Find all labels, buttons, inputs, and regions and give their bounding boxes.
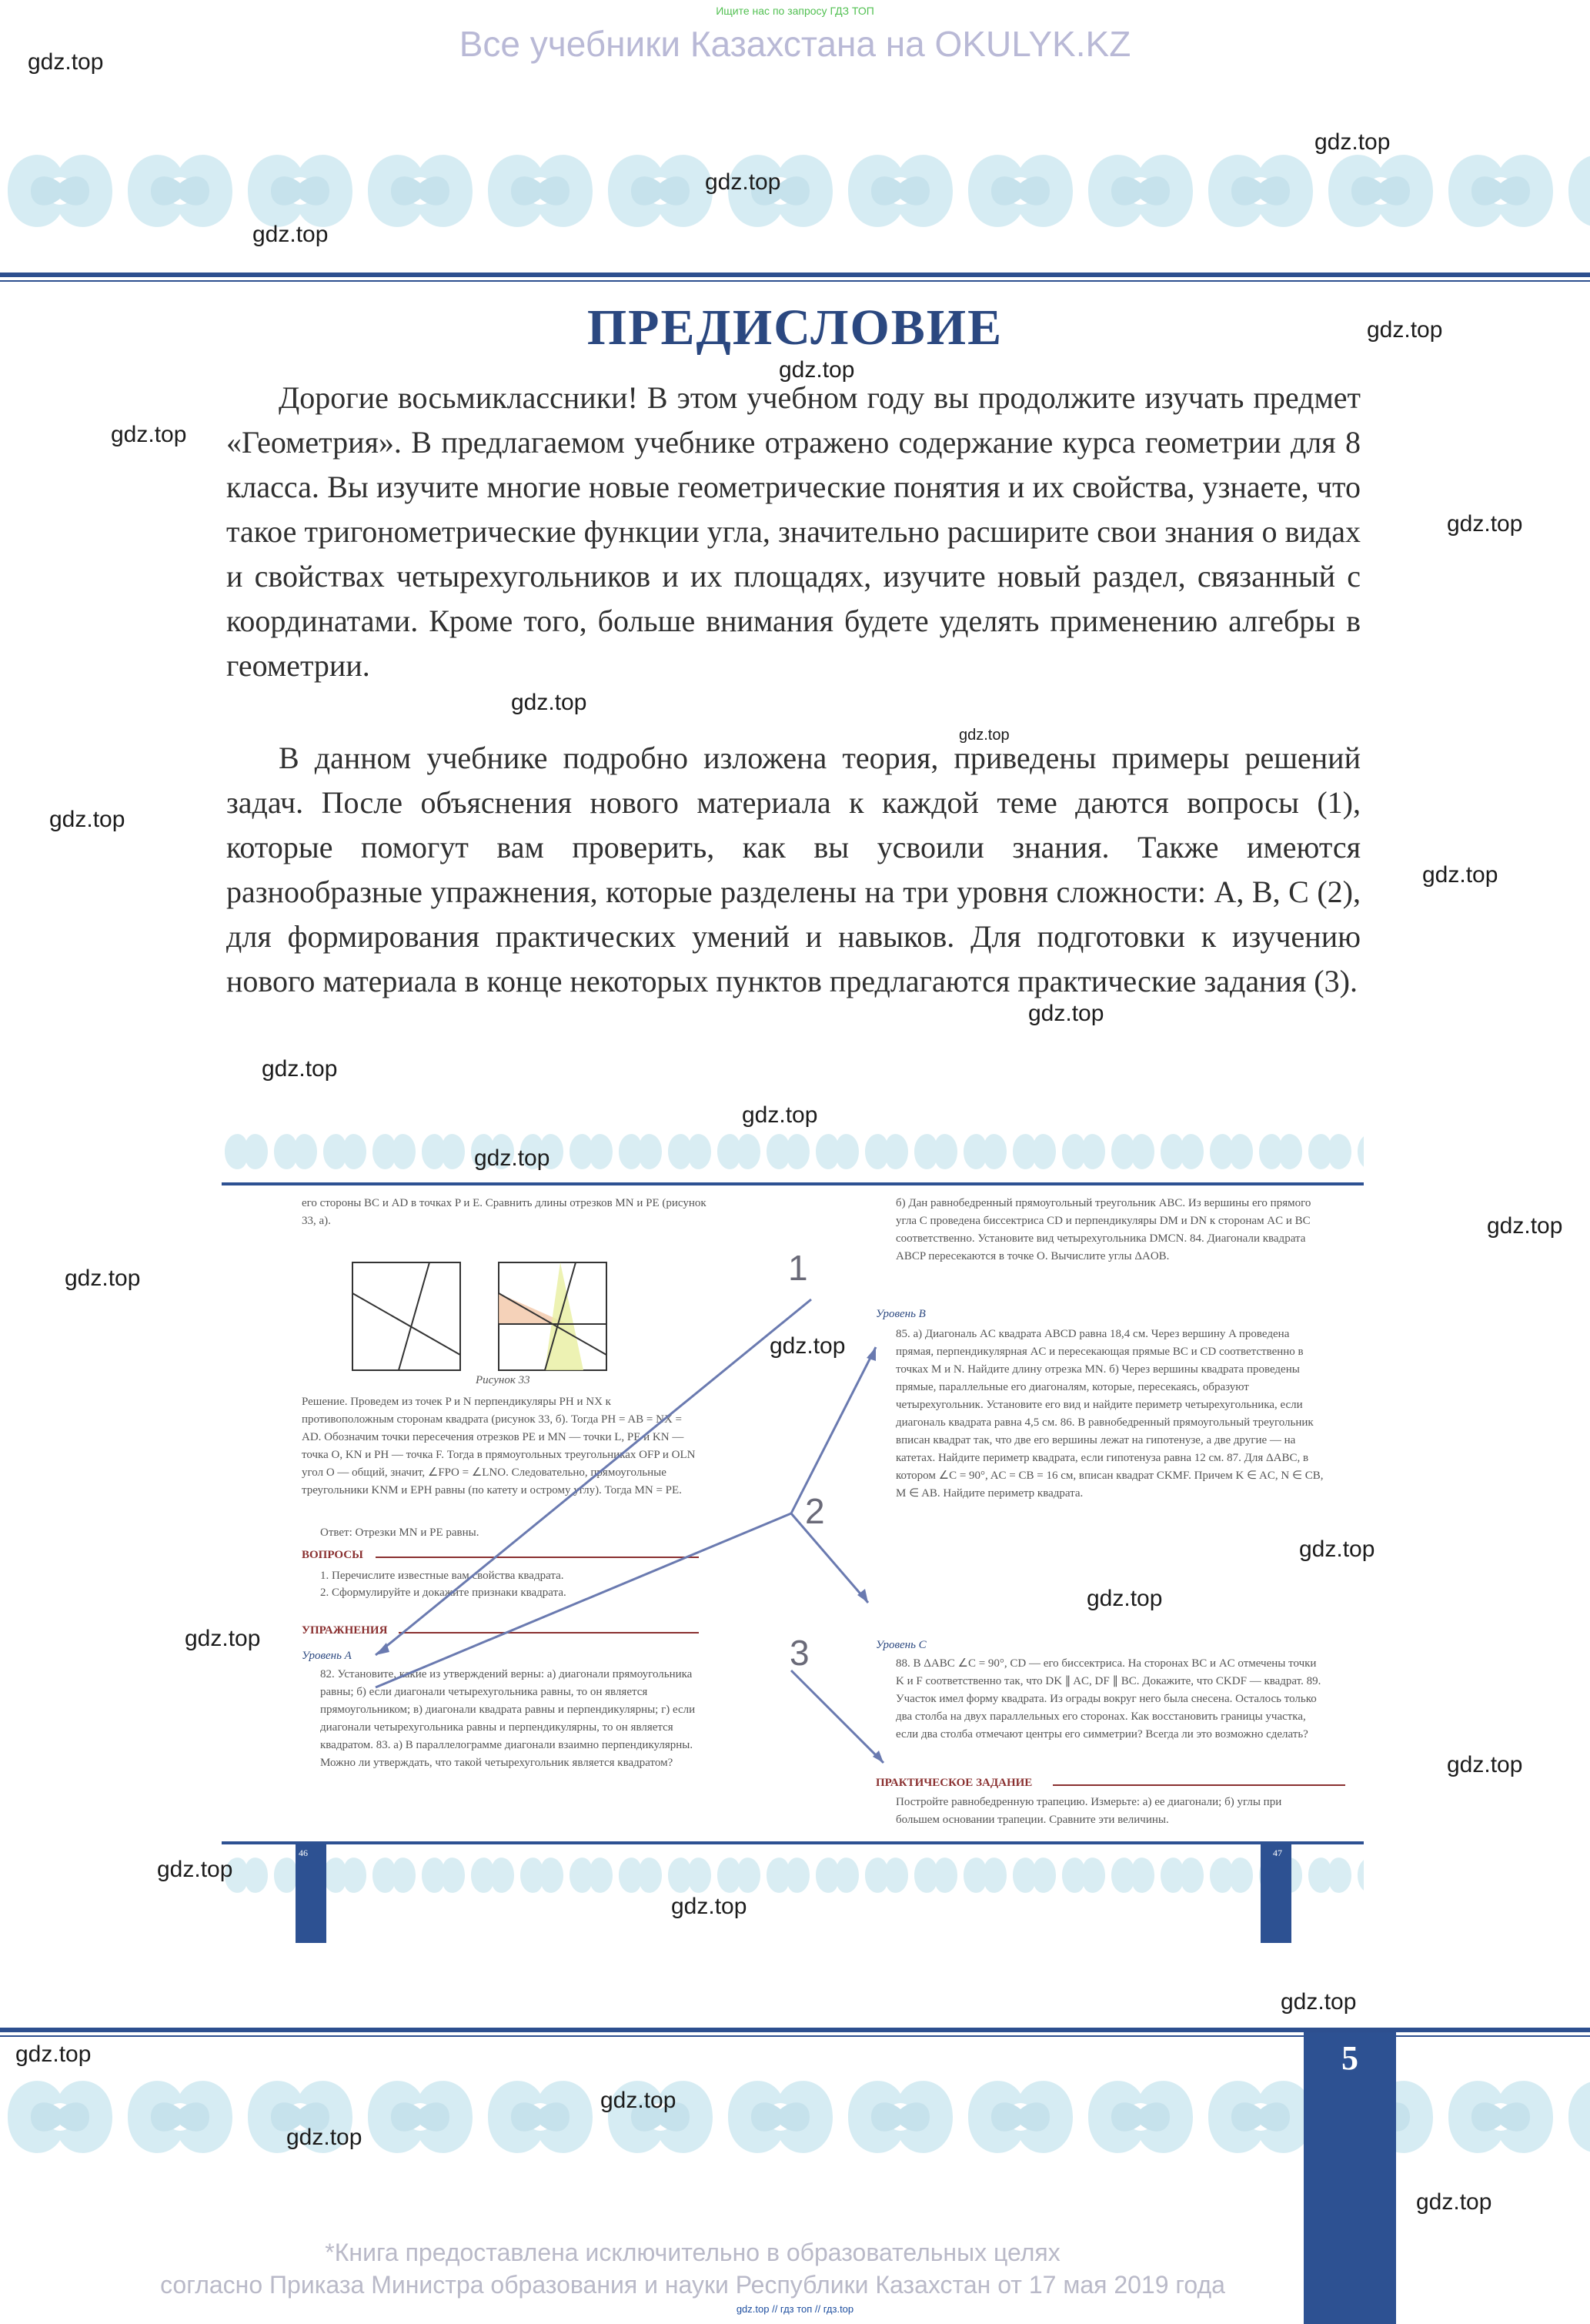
site-banner[interactable]: Все учебники Казахстана на OKULYK.KZ [459, 24, 1131, 64]
practical-heading: ПРАКТИЧЕСКОЕ ЗАДАНИЕ [876, 1777, 1033, 1789]
watermark: gdz.top [28, 49, 104, 75]
figure-caption: Рисунок 33 [476, 1374, 530, 1386]
footer-disclaimer-line-2: согласно Приказа Министра образования и науки Республики Казахстан от 17 мая 2019 года [160, 2271, 1225, 2299]
watermark: gdz.top [1367, 317, 1443, 343]
watermark: gdz.top [671, 1894, 747, 1919]
watermark: gdz.top [185, 1626, 261, 1651]
callout-3: 3 [790, 1633, 810, 1673]
textbook-spread-illustration [222, 1124, 1364, 1946]
watermark: gdz.top [65, 1266, 141, 1291]
left-page-tab [296, 1844, 326, 1943]
spread-bottom-ornament [222, 1847, 1364, 1894]
callout-2: 2 [805, 1491, 825, 1531]
watermark: gdz.top [111, 422, 187, 447]
watermark: gdz.top [252, 222, 329, 247]
watermark: gdz.top [1087, 1586, 1163, 1611]
watermark: gdz.top [1422, 862, 1498, 888]
watermark: gdz.top [262, 1056, 338, 1082]
watermark: gdz.top [1447, 511, 1523, 537]
intro-paragraph-2: В данном учебнике подробно изложена теория, приведены примеры решений задач. После объяснения нового материала к каждой теме даются вопросы (1), которые помогут вам проверить, как вы усвоили знания. Также имеются разнообразные упражнения, которые разделены на три уровня сложности: А, В, С (2), для формирования практических умений и навыков. Для подготовки к изучению нового материала в конце некоторых пунктов предлагаются практические задания (3). [226, 741, 1361, 998]
level-b-exercises: 85. а) Диагональ AC квадрата ABCD равна 18,4 см. Через вершину A проведена прямая, перпендикулярная AC и пересекающая прямые BC и CD соответственно в точках M и N. Найдите длину отрезка MN. б) Через вершины квадрата проведены прямые, параллельные его диагоналям, которые, пересекаясь, образуют четырехугольник. Установите его вид и найдите периметр четырехугольника, если диагональ квадрата равна 4,5 см. 86. В равнобедренный прямоугольный треугольник вписан квадрат так, что две его вершины лежат на гипотенузе, а две другие — на катетах. Найдите периметр квадрата, если гипотенуза равна 12 см. 87. Для ΔABC, в котором ∠C = 90°, AC = CB = 16 см, вписан квадрат CKMF. Причем K ∈ AC, N ∈ CB, M ∈ AB. Найдите периметр квадрата. [896, 1328, 1324, 1500]
watermark: gdz.top [1028, 1001, 1104, 1026]
watermark: gdz.top [959, 727, 1010, 744]
footer-disclaimer-line-1: *Книга предоставлена исключительно в образовательных целях [325, 2239, 1061, 2266]
watermark: gdz.top [1416, 2189, 1492, 2215]
watermark: gdz.top [49, 807, 125, 832]
level-a-label: Уровень A [302, 1650, 352, 1662]
answer-text: Ответ: Отрезки MN и PE равны. [320, 1526, 479, 1539]
callout-1: 1 [788, 1248, 808, 1288]
exercises-heading: УПРАЖНЕНИЯ [302, 1624, 388, 1637]
right-page-tab [1261, 1844, 1291, 1943]
watermark: gdz.top [15, 2041, 92, 2067]
right-page-number: 47 [1273, 1847, 1282, 1858]
spread-bottom-rule [222, 1841, 1364, 1844]
watermark: gdz.top [770, 1333, 846, 1359]
page-title: ПРЕДИСЛОВИЕ [586, 299, 1004, 356]
level-a-exercises: 82. Установите, какие из утверждений верны: а) диагонали прямоугольника равны; б) если диагонали четырехугольника равны, то он является прямоугольником; в) диагонали квадрата равны и перпендикулярны; г) если диагонали четырехугольника равны и перпендикулярны, то он является квадратом. 83. а) В параллелограмме диагонали взаимно перпендикулярны. Можно ли утверждать, что такой четырехугольник является квадратом? [320, 1668, 696, 1769]
question-2: 2. Сформулируйте и докажите признаки квадрата. [320, 1587, 566, 1599]
watermark: gdz.top [1281, 1989, 1357, 2015]
left-page-number: 46 [299, 1847, 308, 1858]
level-c-exercises: 88. В ΔABC ∠C = 90°, CD — его биссектриса. На сторонах BC и AC отмечены точки K и F соответственно так, что DK ∥ AC, DF ∥ BC. Докажите, что CKDF — квадрат. 89. Участок имел форму квадрата. Из ограды вокруг него была снесена. Осталось только два столба на двух параллельных его сторонах. Как восстановить границы участка, если два столба отмечают центры его симметрии? Всегда ли это возможно сделать? [896, 1657, 1321, 1740]
level-c-label: Уровень C [876, 1639, 927, 1651]
watermark: gdz.top [286, 2125, 362, 2150]
footer-note[interactable]: gdz.top // гдз топ // гдз.top [736, 2303, 854, 2315]
question-1: 1. Перечислите известные вам свойства квадрата. [320, 1570, 564, 1582]
spread-left-top-text: его стороны BC и AD в точках P и E. Сравнить длины отрезков MN и PE (рисунок 33, а). [302, 1197, 706, 1227]
header-rule-thin [0, 280, 1590, 282]
watermark: gdz.top [705, 169, 781, 195]
watermark: gdz.top [1487, 1213, 1563, 1239]
page-number: 5 [1341, 2039, 1358, 2077]
watermark: gdz.top [157, 1857, 233, 1882]
intro-paragraph-1: Дорогие восьмиклассники! В этом учебном году вы продолжите изучать предмет «Геометрия». В предлагаемом учебнике отражено содержание курса геометрии для 8 класса. Вы изучите многие новые геометрические понятия и их свойства, узнаете, что такое тригонометрические функции угла, значительно расширите свои знания о видах и свойствах четырехугольников и их площадях, изучите новый раздел, связанный с координатами. Кроме того, больше внимания будете уделять применению алгебры в геометрии. [226, 380, 1361, 683]
questions-heading: ВОПРОСЫ [302, 1549, 363, 1561]
watermark: gdz.top [600, 2088, 676, 2113]
watermark: gdz.top [511, 690, 587, 715]
watermark: gdz.top [779, 357, 855, 383]
watermark: gdz.top [1314, 129, 1391, 155]
watermark: gdz.top [1447, 1752, 1523, 1777]
header-rule [0, 273, 1590, 277]
level-b-label: Уровень B [876, 1308, 926, 1320]
solution-text: Решение. Проведем из точек P и N перпендикуляры PH и NX к противоположным сторонам квадрата (рисунок 33, б). Тогда PH = AB = NX = AD. Обозначим точки пересечения отрезков PE и MN — точки L, PE и KN — точка O, KN и PH — точка F. Тогда в прямоугольных треугольниках OFP и OLN угол O — общий, значит, ∠FPO = ∠LNO. Следовательно, прямоугольные треугольники KNM и EPH равны (по катету и острому углу). Тогда MN = PE. [302, 1396, 696, 1496]
practical-text: Постройте равнобедренную трапецию. Измерьте: а) ее диагонали; б) углы при большем основании трапеции. Сравните эти величины. [896, 1796, 1282, 1826]
top-search-note: Ищите нас по запросу ГДЗ ТОП [716, 5, 874, 17]
spread-right-top-text: б) Дан равнобедренный прямоугольный треугольник ABC. Из вершины его прямого угла C проведена биссектриса CD и перпендикуляры DM и DN к сторонам AC и BC соответственно. Установите вид четырехугольника DMCN. 84. Диагонали квадрата ABCP пересекаются в точке O. Вычислите углы ΔAOB. [896, 1197, 1311, 1262]
watermark: gdz.top [474, 1145, 550, 1171]
watermark: gdz.top [1299, 1537, 1375, 1562]
watermark: gdz.top [742, 1102, 818, 1128]
